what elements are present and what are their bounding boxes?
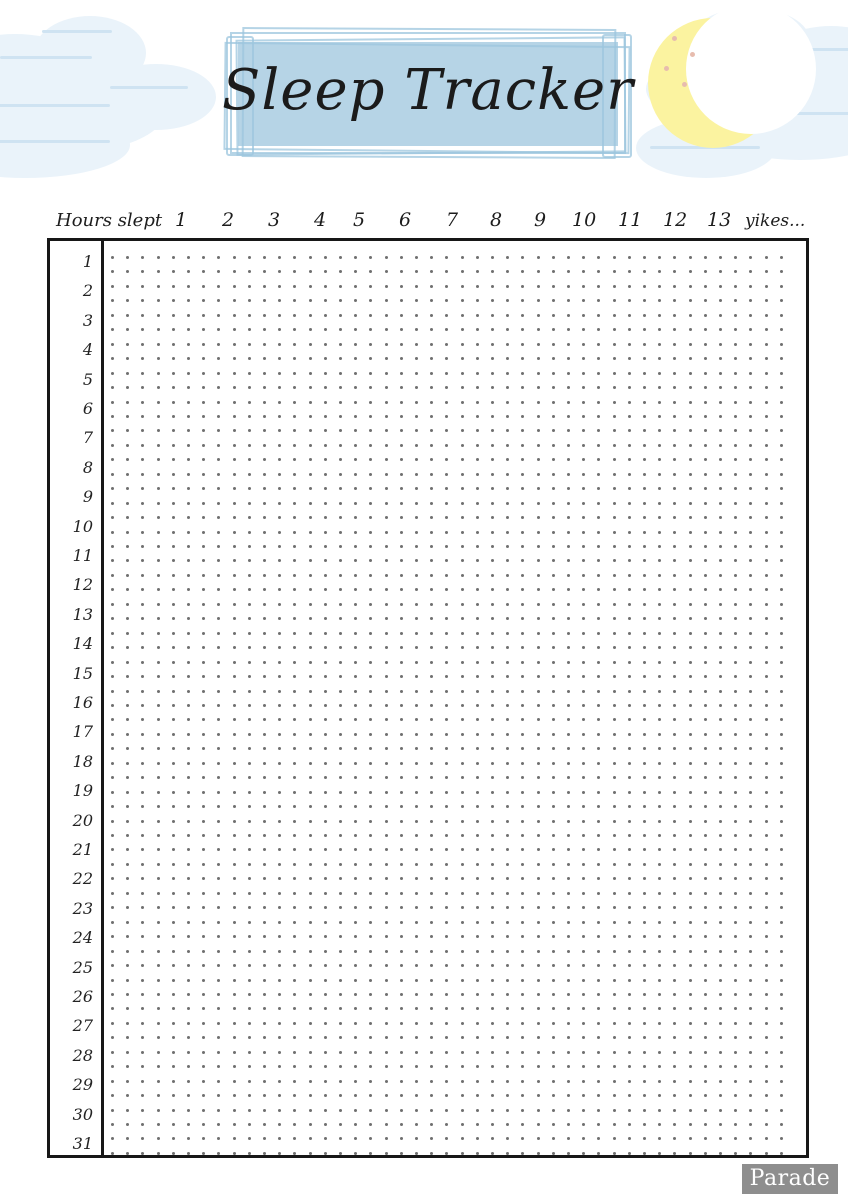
col-header-3: 3 (268, 209, 281, 231)
day-row-label: 26 (72, 987, 93, 1006)
col-header-yikes: yikes... (745, 211, 806, 231)
day-row-label: 25 (72, 957, 93, 977)
day-row-label: 18 (72, 751, 93, 771)
day-row-label: 12 (72, 575, 93, 595)
day-row-label: 8 (82, 457, 93, 477)
day-row-label: 7 (82, 428, 93, 448)
title-plaque (222, 26, 634, 162)
col-header-11: 11 (618, 209, 643, 231)
day-row-label: 28 (72, 1045, 93, 1065)
page-title: Sleep Tracker (222, 58, 634, 123)
day-row-label: 15 (72, 663, 93, 683)
col-header-1: 1 (175, 209, 188, 231)
col-header-9: 9 (534, 209, 547, 231)
hours-slept-label: Hours slept (56, 210, 163, 231)
dot-grid-area[interactable] (107, 241, 806, 1155)
col-header-5: 5 (353, 209, 366, 231)
moon-cutout (686, 4, 816, 134)
col-header-7: 7 (446, 209, 459, 231)
day-row-label: 21 (72, 840, 93, 859)
day-row-label: 20 (72, 810, 93, 830)
day-row-label: 23 (72, 898, 93, 918)
col-header-12: 12 (663, 209, 688, 231)
day-row-label: 30 (72, 1104, 93, 1124)
day-row-label: 13 (72, 604, 93, 624)
day-row-label: 4 (82, 340, 93, 360)
day-row-label: 29 (72, 1075, 93, 1095)
day-row-label: 17 (72, 722, 93, 742)
col-header-2: 2 (222, 209, 235, 231)
column-headers (0, 206, 848, 236)
day-row-label: 14 (72, 634, 93, 654)
day-row-label: 27 (72, 1016, 93, 1036)
decorative-header-band (0, 0, 848, 182)
col-header-10: 10 (572, 209, 597, 231)
day-row-label: 19 (72, 781, 93, 801)
day-row-label: 24 (72, 928, 93, 948)
day-row-label: 16 (72, 693, 93, 712)
crescent-moon-icon (648, 18, 794, 148)
col-header-8: 8 (490, 209, 503, 231)
col-header-6: 6 (399, 209, 412, 231)
day-row-label: 11 (72, 546, 93, 565)
day-row-label: 9 (82, 487, 93, 507)
col-header-13: 13 (707, 209, 732, 231)
day-row-label: 5 (82, 369, 93, 389)
day-row-label: 1 (82, 252, 93, 271)
day-row-label: 2 (82, 281, 93, 301)
day-row-label: 6 (82, 399, 93, 418)
day-number-column (50, 241, 104, 1155)
sleep-tracker-grid[interactable] (47, 238, 809, 1158)
day-row-label: 10 (72, 516, 93, 536)
watermark-parade: Parade (742, 1164, 838, 1194)
day-row-label: 22 (72, 869, 93, 889)
col-header-4: 4 (314, 209, 327, 231)
day-row-label: 3 (82, 310, 93, 330)
day-row-label: 31 (72, 1134, 93, 1153)
